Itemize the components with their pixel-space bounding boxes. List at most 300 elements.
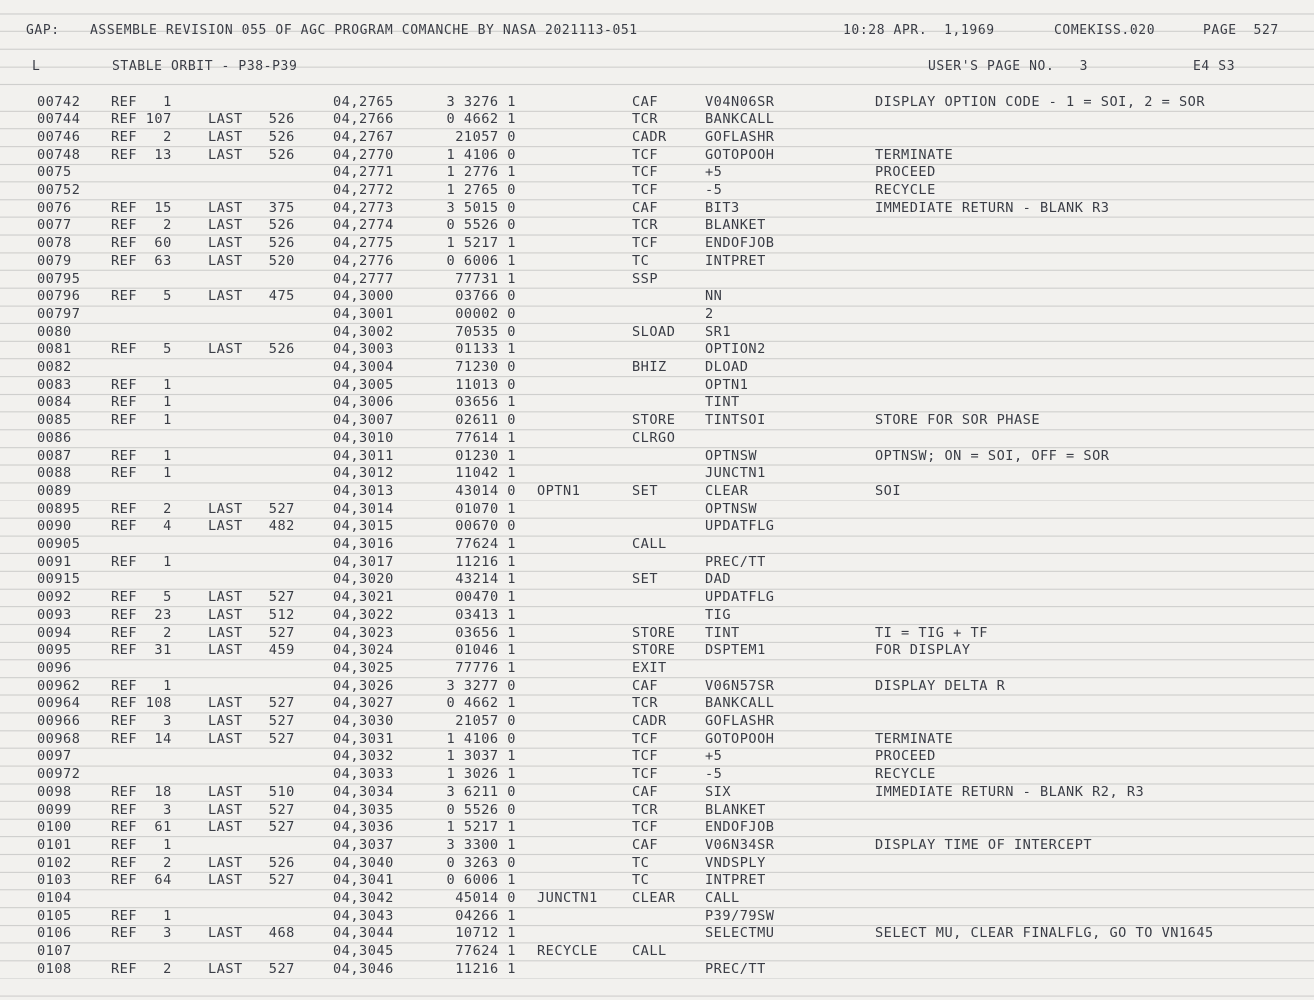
line-number: 0098 bbox=[37, 783, 72, 800]
line-number: 0100 bbox=[37, 819, 72, 836]
line-number: 0075 bbox=[37, 164, 72, 181]
line-number: 00972 bbox=[37, 766, 81, 783]
comment: PROCEED bbox=[875, 748, 936, 765]
last-ref: LAST 527 bbox=[208, 819, 295, 836]
operand: +5 bbox=[705, 748, 723, 765]
line-number: 0077 bbox=[37, 217, 72, 234]
opcode: CALL bbox=[632, 943, 667, 960]
header-assemble-title: ASSEMBLE REVISION 055 OF AGC PROGRAM COMANCHE BY NASA 2021113-051 bbox=[90, 23, 638, 38]
octal-code: 45014 0 bbox=[455, 890, 516, 906]
last-ref: LAST 526 bbox=[208, 128, 295, 145]
address: 04,3007 bbox=[333, 412, 394, 429]
line-number: 00968 bbox=[37, 730, 81, 747]
line-number: 0093 bbox=[37, 606, 72, 623]
opcode: CLRGO bbox=[632, 429, 676, 446]
operand: NN bbox=[705, 288, 723, 305]
octal-code: 03766 0 bbox=[455, 288, 516, 305]
operand: DLOAD bbox=[705, 359, 749, 375]
opcode: SET bbox=[632, 482, 659, 499]
operand: GOTOPOOH bbox=[705, 730, 775, 747]
comment: STORE FOR SOR PHASE bbox=[875, 412, 1040, 429]
table-row bbox=[0, 943, 1314, 961]
opcode: TCR bbox=[632, 695, 659, 712]
line-number: 00796 bbox=[37, 288, 81, 305]
octal-code: 00670 0 bbox=[455, 518, 516, 535]
line-number: 0104 bbox=[37, 890, 72, 906]
line-number: 0101 bbox=[37, 836, 72, 853]
ref-count: REF 14 bbox=[111, 730, 172, 747]
operand: TIG bbox=[705, 606, 732, 623]
octal-code: 3 3300 1 bbox=[446, 836, 516, 853]
octal-code: 77624 1 bbox=[455, 536, 516, 552]
address: 04,3003 bbox=[333, 341, 394, 358]
ref-count: REF 5 bbox=[111, 288, 172, 305]
address: 04,3043 bbox=[333, 907, 394, 924]
last-ref: LAST 527 bbox=[208, 624, 295, 641]
subheader-user-page: USER'S PAGE NO. 3 bbox=[928, 59, 1089, 74]
operand: TINT bbox=[705, 394, 740, 411]
opcode: CAF bbox=[632, 93, 659, 110]
octal-code: 0 6006 1 bbox=[446, 252, 516, 269]
ref-count: REF 2 bbox=[111, 500, 172, 517]
octal-code: 0 3263 0 bbox=[446, 854, 516, 871]
last-ref: LAST 526 bbox=[208, 235, 295, 252]
comment: IMMEDIATE RETURN - BLANK R2, R3 bbox=[875, 783, 1145, 800]
ref-count: REF 1 bbox=[111, 447, 172, 464]
last-ref: LAST 526 bbox=[208, 111, 295, 128]
address: 04,2765 bbox=[333, 93, 394, 110]
last-ref: LAST 526 bbox=[208, 854, 295, 871]
label: JUNCTN1 bbox=[537, 890, 598, 906]
line-number: 0102 bbox=[37, 854, 72, 871]
operand: BANKCALL bbox=[705, 695, 775, 712]
address: 04,3030 bbox=[333, 713, 394, 729]
octal-code: 1 2765 0 bbox=[446, 182, 516, 198]
octal-code: 11042 1 bbox=[455, 465, 516, 482]
ref-count: REF 3 bbox=[111, 925, 172, 942]
octal-code: 04266 1 bbox=[455, 907, 516, 924]
table-row bbox=[0, 324, 1314, 342]
comment: IMMEDIATE RETURN - BLANK R3 bbox=[875, 199, 1110, 216]
address: 04,3044 bbox=[333, 925, 394, 942]
header-file: COMEKISS.020 bbox=[1054, 23, 1156, 38]
operand: BIT3 bbox=[705, 199, 740, 216]
comment: TI = TIG + TF bbox=[875, 624, 988, 641]
address: 04,3027 bbox=[333, 695, 394, 712]
ref-count: REF 3 bbox=[111, 713, 172, 729]
opcode: CAF bbox=[632, 783, 659, 800]
opcode: CAF bbox=[632, 199, 659, 216]
table-row bbox=[0, 536, 1314, 554]
table-row bbox=[0, 766, 1314, 784]
address: 04,3032 bbox=[333, 748, 394, 765]
comment: DISPLAY TIME OF INTERCEPT bbox=[875, 836, 1093, 853]
opcode: TCF bbox=[632, 182, 659, 198]
octal-code: 02611 0 bbox=[455, 412, 516, 429]
last-ref: LAST 526 bbox=[208, 217, 295, 234]
label: OPTN1 bbox=[537, 482, 581, 499]
line-number: 00752 bbox=[37, 182, 81, 198]
line-number: 00966 bbox=[37, 713, 81, 729]
address: 04,3005 bbox=[333, 376, 394, 393]
operand: +5 bbox=[705, 164, 723, 181]
opcode: CLEAR bbox=[632, 890, 676, 906]
table-row bbox=[0, 430, 1314, 448]
octal-code: 01230 1 bbox=[455, 447, 516, 464]
last-ref: LAST 527 bbox=[208, 872, 295, 889]
address: 04,3041 bbox=[333, 872, 394, 889]
octal-code: 0 6006 1 bbox=[446, 872, 516, 889]
comment: SOI bbox=[875, 482, 902, 499]
last-ref: LAST 512 bbox=[208, 606, 295, 623]
address: 04,2777 bbox=[333, 270, 394, 287]
address: 04,2770 bbox=[333, 146, 394, 163]
octal-code: 77776 1 bbox=[455, 659, 516, 676]
opcode: TCF bbox=[632, 164, 659, 181]
operand: ENDOFJOB bbox=[705, 819, 775, 836]
table-row bbox=[0, 908, 1314, 926]
operand: UPDATFLG bbox=[705, 589, 775, 606]
last-ref: LAST 527 bbox=[208, 960, 295, 977]
table-row bbox=[0, 235, 1314, 253]
ref-count: REF 1 bbox=[111, 93, 172, 110]
address: 04,3040 bbox=[333, 854, 394, 871]
line-number: 0094 bbox=[37, 624, 72, 641]
address: 04,3036 bbox=[333, 819, 394, 836]
address: 04,3046 bbox=[333, 960, 394, 977]
table-row bbox=[0, 961, 1314, 979]
address: 04,3016 bbox=[333, 536, 394, 552]
address: 04,3024 bbox=[333, 642, 394, 659]
octal-code: 0 4662 1 bbox=[446, 111, 516, 128]
opcode: EXIT bbox=[632, 659, 667, 676]
line-number: 0087 bbox=[37, 447, 72, 464]
line-number: 0079 bbox=[37, 252, 72, 269]
line-number: 0080 bbox=[37, 323, 72, 340]
operand: BLANKET bbox=[705, 217, 766, 234]
octal-code: 1 3037 1 bbox=[446, 748, 516, 765]
table-row bbox=[0, 731, 1314, 749]
last-ref: LAST 527 bbox=[208, 713, 295, 729]
line-number: 0096 bbox=[37, 659, 72, 676]
table-row bbox=[0, 678, 1314, 696]
table-row bbox=[0, 200, 1314, 218]
ref-count: REF 1 bbox=[111, 394, 172, 411]
ref-count: REF 1 bbox=[111, 836, 172, 853]
header-timestamp: 10:28 APR. 1,1969 bbox=[843, 23, 995, 38]
octal-code: 1 4106 0 bbox=[446, 146, 516, 163]
table-row bbox=[0, 607, 1314, 625]
address: 04,3012 bbox=[333, 465, 394, 482]
octal-code: 3 5015 0 bbox=[446, 199, 516, 216]
operand: -5 bbox=[705, 182, 723, 198]
address: 04,3021 bbox=[333, 589, 394, 606]
line-number: 0082 bbox=[37, 359, 72, 375]
ref-count: REF 107 bbox=[111, 111, 172, 128]
octal-code: 0 5526 0 bbox=[446, 801, 516, 818]
table-row bbox=[0, 483, 1314, 501]
address: 04,2767 bbox=[333, 128, 394, 145]
octal-code: 0 4662 1 bbox=[446, 695, 516, 712]
header-page-number: PAGE 527 bbox=[1203, 23, 1279, 38]
address: 04,2773 bbox=[333, 199, 394, 216]
operand: V06N34SR bbox=[705, 836, 775, 853]
ref-count: REF 1 bbox=[111, 677, 172, 694]
address: 04,3004 bbox=[333, 359, 394, 375]
table-row bbox=[0, 819, 1314, 837]
last-ref: LAST 520 bbox=[208, 252, 295, 269]
operand: ENDOFJOB bbox=[705, 235, 775, 252]
octal-code: 01133 1 bbox=[455, 341, 516, 358]
table-row bbox=[0, 554, 1314, 572]
ref-count: REF 23 bbox=[111, 606, 172, 623]
octal-code: 01046 1 bbox=[455, 642, 516, 659]
table-row bbox=[0, 111, 1314, 129]
table-row bbox=[0, 837, 1314, 855]
operand: DSPTEM1 bbox=[705, 642, 766, 659]
ref-count: REF 2 bbox=[111, 624, 172, 641]
address: 04,3013 bbox=[333, 482, 394, 499]
operand: SIX bbox=[705, 783, 732, 800]
opcode: TCF bbox=[632, 748, 659, 765]
ref-count: REF 5 bbox=[111, 341, 172, 358]
ref-count: REF 1 bbox=[111, 412, 172, 429]
table-row bbox=[0, 448, 1314, 466]
operand: P39/79SW bbox=[705, 907, 775, 924]
line-number: 0084 bbox=[37, 394, 72, 411]
address: 04,3014 bbox=[333, 500, 394, 517]
opcode: TCF bbox=[632, 235, 659, 252]
line-number: 0105 bbox=[37, 907, 72, 924]
line-number: 00742 bbox=[37, 93, 81, 110]
last-ref: LAST 527 bbox=[208, 500, 295, 517]
octal-code: 1 4106 0 bbox=[446, 730, 516, 747]
subheader-code: E4 S3 bbox=[1193, 59, 1236, 74]
line-number: 00964 bbox=[37, 695, 81, 712]
ref-count: REF 1 bbox=[111, 907, 172, 924]
operand: 2 bbox=[705, 305, 714, 322]
ref-count: REF 63 bbox=[111, 252, 172, 269]
opcode: TCF bbox=[632, 766, 659, 783]
table-row bbox=[0, 306, 1314, 324]
line-number: 0083 bbox=[37, 376, 72, 393]
label: RECYCLE bbox=[537, 943, 598, 960]
comment: TERMINATE bbox=[875, 146, 954, 163]
octal-code: 3 6211 0 bbox=[446, 783, 516, 800]
address: 04,3025 bbox=[333, 659, 394, 676]
operand: INTPRET bbox=[705, 252, 766, 269]
line-number: 00795 bbox=[37, 270, 81, 287]
table-row bbox=[0, 695, 1314, 713]
address: 04,3000 bbox=[333, 288, 394, 305]
octal-code: 77731 1 bbox=[455, 270, 516, 287]
last-ref: LAST 375 bbox=[208, 199, 295, 216]
octal-code: 70535 0 bbox=[455, 323, 516, 340]
line-number: 00744 bbox=[37, 111, 81, 128]
operand: BLANKET bbox=[705, 801, 766, 818]
ref-count: REF 31 bbox=[111, 642, 172, 659]
line-number: 0078 bbox=[37, 235, 72, 252]
octal-code: 03413 1 bbox=[455, 606, 516, 623]
octal-code: 1 5217 1 bbox=[446, 235, 516, 252]
line-number: 00915 bbox=[37, 571, 81, 588]
octal-code: 77614 1 bbox=[455, 429, 516, 446]
last-ref: LAST 527 bbox=[208, 801, 295, 818]
operand: JUNCTN1 bbox=[705, 465, 766, 482]
subheader-section: STABLE ORBIT - P38-P39 bbox=[112, 59, 298, 74]
operand: PREC/TT bbox=[705, 553, 766, 570]
line-number: 00962 bbox=[37, 677, 81, 694]
ref-count: REF 64 bbox=[111, 872, 172, 889]
octal-code: 3 3277 0 bbox=[446, 677, 516, 694]
opcode: CADR bbox=[632, 128, 667, 145]
line-number: 0099 bbox=[37, 801, 72, 818]
ref-count: REF 60 bbox=[111, 235, 172, 252]
table-row bbox=[0, 253, 1314, 271]
ref-count: REF 2 bbox=[111, 128, 172, 145]
ref-count: REF 3 bbox=[111, 801, 172, 818]
address: 04,3002 bbox=[333, 323, 394, 340]
address: 04,3023 bbox=[333, 624, 394, 641]
address: 04,3011 bbox=[333, 447, 394, 464]
line-number: 0092 bbox=[37, 589, 72, 606]
table-row bbox=[0, 271, 1314, 289]
address: 04,2766 bbox=[333, 111, 394, 128]
octal-code: 21057 0 bbox=[455, 128, 516, 145]
table-row bbox=[0, 589, 1314, 607]
line-number: 00746 bbox=[37, 128, 81, 145]
opcode: TC bbox=[632, 872, 650, 889]
operand: INTPRET bbox=[705, 872, 766, 889]
line-number: 0095 bbox=[37, 642, 72, 659]
address: 04,3034 bbox=[333, 783, 394, 800]
address: 04,3042 bbox=[333, 890, 394, 906]
opcode: BHIZ bbox=[632, 359, 667, 375]
comment: FOR DISPLAY bbox=[875, 642, 971, 659]
address: 04,3017 bbox=[333, 553, 394, 570]
comment: DISPLAY DELTA R bbox=[875, 677, 1006, 694]
table-row bbox=[0, 518, 1314, 536]
octal-code: 1 5217 1 bbox=[446, 819, 516, 836]
operand: OPTNSW bbox=[705, 447, 758, 464]
operand: CLEAR bbox=[705, 482, 749, 499]
ref-count: REF 2 bbox=[111, 217, 172, 234]
operand: -5 bbox=[705, 766, 723, 783]
table-row bbox=[0, 660, 1314, 678]
table-row bbox=[0, 748, 1314, 766]
address: 04,3001 bbox=[333, 305, 394, 322]
table-row bbox=[0, 164, 1314, 182]
octal-code: 1 3026 1 bbox=[446, 766, 516, 783]
octal-code: 43214 1 bbox=[455, 571, 516, 588]
comment: PROCEED bbox=[875, 164, 936, 181]
opcode: TCR bbox=[632, 801, 659, 818]
address: 04,3015 bbox=[333, 518, 394, 535]
operand: GOFLASHR bbox=[705, 713, 775, 729]
comment: OPTNSW; ON = SOI, OFF = SOR bbox=[875, 447, 1110, 464]
octal-code: 00002 0 bbox=[455, 305, 516, 322]
ref-count: REF 1 bbox=[111, 553, 172, 570]
operand: GOFLASHR bbox=[705, 128, 775, 145]
octal-code: 03656 1 bbox=[455, 394, 516, 411]
operand: TINTSOI bbox=[705, 412, 766, 429]
table-row bbox=[0, 855, 1314, 873]
address: 04,3020 bbox=[333, 571, 394, 588]
operand: OPTION2 bbox=[705, 341, 766, 358]
line-number: 0103 bbox=[37, 872, 72, 889]
line-number: 0086 bbox=[37, 429, 72, 446]
ref-count: REF 13 bbox=[111, 146, 172, 163]
opcode: TCR bbox=[632, 111, 659, 128]
table-row bbox=[0, 625, 1314, 643]
line-number: 0081 bbox=[37, 341, 72, 358]
octal-code: 00470 1 bbox=[455, 589, 516, 606]
address: 04,3006 bbox=[333, 394, 394, 411]
header-gap: GAP: bbox=[26, 23, 60, 38]
octal-code: 21057 0 bbox=[455, 713, 516, 729]
ref-count: REF 2 bbox=[111, 854, 172, 871]
ref-count: REF 108 bbox=[111, 695, 172, 712]
ref-count: REF 2 bbox=[111, 960, 172, 977]
operand: GOTOPOOH bbox=[705, 146, 775, 163]
line-number: 0091 bbox=[37, 553, 72, 570]
address: 04,2774 bbox=[333, 217, 394, 234]
opcode: TCF bbox=[632, 730, 659, 747]
octal-code: 0 5526 0 bbox=[446, 217, 516, 234]
table-row bbox=[0, 713, 1314, 731]
table-row bbox=[0, 129, 1314, 147]
opcode: SET bbox=[632, 571, 659, 588]
opcode: TCR bbox=[632, 217, 659, 234]
last-ref: LAST 459 bbox=[208, 642, 295, 659]
operand: VNDSPLY bbox=[705, 854, 766, 871]
operand: OPTN1 bbox=[705, 376, 749, 393]
last-ref: LAST 526 bbox=[208, 341, 295, 358]
address: 04,3045 bbox=[333, 943, 394, 960]
table-row bbox=[0, 784, 1314, 802]
table-row bbox=[0, 802, 1314, 820]
address: 04,3026 bbox=[333, 677, 394, 694]
operand: DAD bbox=[705, 571, 732, 588]
ref-count: REF 1 bbox=[111, 376, 172, 393]
last-ref: LAST 510 bbox=[208, 783, 295, 800]
last-ref: LAST 527 bbox=[208, 730, 295, 747]
ref-count: REF 61 bbox=[111, 819, 172, 836]
octal-code: 10712 1 bbox=[455, 925, 516, 942]
octal-code: 11216 1 bbox=[455, 553, 516, 570]
opcode: STORE bbox=[632, 624, 676, 641]
opcode: TC bbox=[632, 252, 650, 269]
comment: RECYCLE bbox=[875, 766, 936, 783]
opcode: SLOAD bbox=[632, 323, 676, 340]
table-row bbox=[0, 147, 1314, 165]
last-ref: LAST 468 bbox=[208, 925, 295, 942]
line-number: 0107 bbox=[37, 943, 72, 960]
table-row bbox=[0, 501, 1314, 519]
line-number: 00797 bbox=[37, 305, 81, 322]
last-ref: LAST 527 bbox=[208, 695, 295, 712]
address: 04,2776 bbox=[333, 252, 394, 269]
address: 04,3035 bbox=[333, 801, 394, 818]
table-row bbox=[0, 890, 1314, 908]
operand: SELECTMU bbox=[705, 925, 775, 942]
octal-code: 43014 0 bbox=[455, 482, 516, 499]
octal-code: 3 3276 1 bbox=[446, 93, 516, 110]
address: 04,3031 bbox=[333, 730, 394, 747]
octal-code: 11013 0 bbox=[455, 376, 516, 393]
table-row bbox=[0, 182, 1314, 200]
opcode: SSP bbox=[632, 270, 659, 287]
